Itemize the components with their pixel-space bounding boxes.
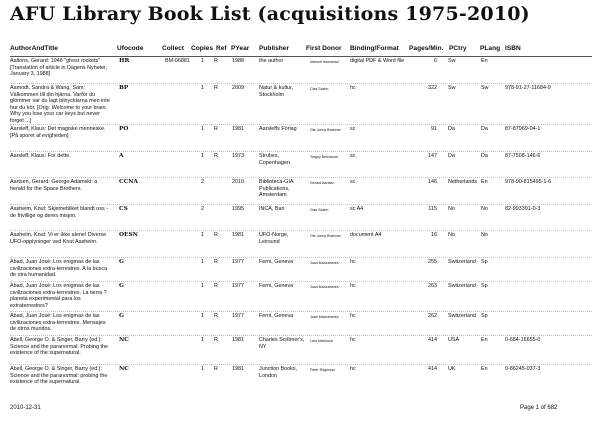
- cell-publisher: Charles Scribner's, NY: [259, 337, 305, 350]
- row-divider: [10, 335, 592, 336]
- header-author-title: AuthorAndTitle: [10, 45, 58, 52]
- cell-ref: R: [214, 283, 218, 289]
- cell-publisher: Junction Books, London: [259, 366, 298, 379]
- header-ref: Ref: [216, 45, 227, 52]
- cell-author-title: Abad, Juan José: Los enigmas de las civilizaciones extra-terrestres. La tierra ?planeta experimental para los extraterrestres?: [10, 283, 107, 309]
- cell-pyear: 1981: [232, 337, 244, 343]
- cell-author-title: Aaltons, Gerard: 1946 "ghost rockets" [Translation of article in Dagens Nyheter, January 3, 1988]: [10, 58, 108, 78]
- cell-author-title: Aasheim, Knut: Skjemebilket blandt oss - de frivillige og deres misjon.: [10, 206, 108, 219]
- cell-binding-format: sc: [350, 126, 356, 132]
- cell-author-title: Abell, George O. & Singer, Barry (ed.): Science and the paranormal: probing the existence of the supernatural.: [10, 366, 108, 386]
- header-divider: [10, 56, 592, 57]
- row-divider: [10, 124, 592, 125]
- cell-ufocode: NC: [119, 337, 129, 343]
- cell-pctry: No: [448, 232, 455, 238]
- row-divider: [10, 257, 592, 258]
- cell-pctry: Netherlands: [448, 179, 478, 185]
- cell-ref: R: [214, 232, 218, 238]
- header-pctry: PCtry: [449, 45, 467, 52]
- cell-first-donor: Juan Manzaneres: [310, 285, 339, 289]
- cell-first-donor: Torgny Berntsson: [310, 155, 338, 159]
- cell-pages: 262: [428, 313, 437, 319]
- cell-pages: 414: [428, 366, 437, 372]
- cell-ref: R: [214, 259, 218, 265]
- cell-copies: 1: [201, 85, 204, 91]
- header-collect: Collect: [162, 45, 184, 52]
- row-divider: [10, 281, 592, 282]
- cell-first-donor: Internet download: [310, 60, 339, 64]
- cell-publisher: Biblioteca-GIA Publications, Amsterdam: [259, 179, 294, 199]
- cell-pctry: Da: [448, 153, 455, 159]
- header-pages: Pages/Min.: [409, 45, 444, 52]
- cell-author-title: Abad, Juan José: Los enigmas de las civilizaciones extra-terrestres. Mensajes de otros mundos.: [10, 313, 106, 333]
- cell-pages: 255: [428, 259, 437, 265]
- cell-pyear: 1995: [232, 206, 244, 212]
- footer-page-number: Page 1 of 682: [520, 405, 558, 411]
- cell-publisher: Ferni, Geneva: [259, 313, 294, 319]
- cell-first-donor: Clas Svahn: [310, 208, 329, 212]
- cell-copies: 1: [201, 232, 204, 238]
- cell-pyear: 1977: [232, 259, 244, 265]
- cell-binding-format: hc: [350, 366, 356, 372]
- cell-ref: R: [214, 85, 218, 91]
- cell-copies: 1: [201, 259, 204, 265]
- cell-plang: En: [481, 337, 488, 343]
- cell-pyear: 1981: [232, 232, 244, 238]
- cell-first-donor: Clas Svahn: [310, 87, 329, 91]
- cell-publisher: the author: [259, 58, 284, 64]
- cell-binding-format: sc: [350, 179, 356, 185]
- cell-ufocode: A: [119, 153, 124, 159]
- cell-first-donor: Ole Jonny Braenne: [310, 234, 341, 238]
- cell-plang: Da: [481, 153, 488, 159]
- cell-publisher: Natur & kultur, Stockholm: [259, 85, 294, 98]
- cell-copies: 1: [201, 337, 204, 343]
- cell-author-title: Aartsen, Gerard: George Adamski: a herald for the Space Brothers.: [10, 179, 98, 192]
- cell-binding-format: digital PDF & Word file: [350, 58, 405, 64]
- cell-first-donor: Juan Manzaneres: [310, 261, 339, 265]
- header-ufocode: Ufocode: [117, 45, 144, 52]
- header-pyear: PYear: [231, 45, 250, 52]
- cell-publisher: UFO-Norge, Leirsund: [259, 232, 289, 245]
- cell-publisher: INCA, Ban: [259, 206, 285, 212]
- cell-binding-format: hc: [350, 259, 356, 265]
- cell-isbn: 978-90-815495-1-6: [505, 179, 552, 185]
- cell-ufocode: CCNA: [119, 179, 139, 185]
- cell-pyear: 1988: [232, 58, 244, 64]
- cell-copies: 1: [201, 58, 204, 64]
- cell-pages: 322: [428, 85, 437, 91]
- cell-ufocode: PO: [119, 126, 129, 132]
- cell-binding-format: hc: [350, 85, 356, 91]
- cell-ref: R: [214, 126, 218, 132]
- header-first-donor: First Donor: [306, 45, 342, 52]
- cell-binding-format: sc: [350, 153, 356, 159]
- cell-pctry: Switzerland: [448, 259, 476, 265]
- cell-binding-format: sc A4: [350, 206, 364, 212]
- cell-ref: R: [214, 313, 218, 319]
- cell-copies: 1: [201, 366, 204, 372]
- row-divider: [10, 364, 592, 365]
- cell-ufocode: OESN: [119, 232, 138, 238]
- cell-author-title: Aarsleff, Klaus: For dette.: [10, 153, 71, 159]
- header-binding-format: Binding/Format: [350, 45, 399, 52]
- cell-pctry: UK: [448, 366, 456, 372]
- cell-ufocode: G: [119, 313, 124, 319]
- cell-plang: Sp: [481, 259, 488, 265]
- cell-pctry: Da: [448, 126, 455, 132]
- row-divider: [10, 177, 592, 178]
- footer-date: 2010-12-31: [10, 405, 41, 411]
- cell-pctry: Sw: [448, 85, 456, 91]
- cell-pages: 263: [428, 283, 437, 289]
- cell-pages: 147: [428, 153, 437, 159]
- cell-copies: 2: [201, 179, 204, 185]
- cell-ref: R: [214, 58, 218, 64]
- header-copies: Copies: [191, 45, 213, 52]
- cell-plang: Da: [481, 126, 488, 132]
- cell-isbn: 87-7508-146-6: [505, 153, 541, 159]
- cell-ref: R: [214, 366, 218, 372]
- cell-ref: R: [214, 153, 218, 159]
- cell-copies: 1: [201, 153, 204, 159]
- cell-ufocode: BP: [119, 85, 129, 91]
- cell-plang: En: [481, 58, 488, 64]
- cell-ufocode: G: [119, 259, 124, 265]
- cell-first-donor: Lars Marklund: [310, 339, 333, 343]
- cell-pyear: 1981: [232, 126, 244, 132]
- cell-copies: 1: [201, 126, 204, 132]
- cell-plang: En: [481, 179, 488, 185]
- header-publisher: Publisher: [259, 45, 290, 52]
- cell-ufocode: CS: [119, 206, 128, 212]
- cell-publisher: Strubes, Copenhagen: [259, 153, 290, 166]
- cell-collect: BM-06881: [165, 58, 190, 64]
- cell-pages: 115: [428, 206, 437, 212]
- cell-copies: 1: [201, 313, 204, 319]
- cell-pyear: 1977: [232, 313, 244, 319]
- cell-ref: R: [214, 337, 218, 343]
- cell-pyear: 2010: [232, 179, 244, 185]
- cell-isbn: 978-91-27-11684-9: [505, 85, 551, 91]
- cell-pctry: USA: [448, 337, 460, 343]
- cell-pyear: 2009: [232, 85, 244, 91]
- cell-plang: No: [481, 206, 488, 212]
- cell-binding-format: hc: [350, 283, 356, 289]
- cell-author-title: Aarsleff, Klaus: Det magiske menneske. [På sporet af evigheden]: [10, 126, 106, 139]
- cell-ufocode: G: [119, 283, 124, 289]
- cell-author-title: Aasheim, Knut: Vi er ikke alene! Diverse UFO-opplyninger ved Knut Aasheim.: [10, 232, 107, 245]
- cell-pages: 6: [434, 58, 437, 64]
- cell-ufocode: HR: [119, 58, 130, 64]
- row-divider: [10, 311, 592, 312]
- cell-isbn: 0-684-16655-0: [505, 337, 541, 343]
- cell-first-donor: Juan Manzaneres: [310, 315, 339, 319]
- cell-author-title: Abell, George O. & Singer, Barry (ed.): Science and the paranormal. Probing the existence of the supernatural.: [10, 337, 108, 357]
- cell-publisher: Ferni, Geneva: [259, 259, 294, 265]
- column-header-row: [0, 45, 600, 55]
- cell-author-title: Abad, Juan José: Los enigmas de las civilizaciones extra-terrestres. A la busca de otra humanidad.: [10, 259, 108, 279]
- cell-plang: Sp: [481, 313, 488, 319]
- cell-binding-format: hc: [350, 337, 356, 343]
- cell-pyear: 1973: [232, 153, 244, 159]
- row-divider: [10, 151, 592, 152]
- cell-isbn: 82-993391-0-3: [505, 206, 541, 212]
- row-divider: [10, 83, 592, 84]
- cell-binding-format: document A4: [350, 232, 382, 238]
- row-divider: [10, 204, 592, 205]
- cell-pyear: 1977: [232, 283, 244, 289]
- cell-plang: Sp: [481, 283, 488, 289]
- cell-pyear: 1981: [232, 366, 244, 372]
- header-isbn: ISBN: [505, 45, 521, 52]
- cell-plang: No: [481, 232, 488, 238]
- cell-pctry: Switzerland: [448, 313, 476, 319]
- cell-pages: 91: [431, 126, 437, 132]
- cell-plang: En: [481, 366, 488, 372]
- header-plang: PLang: [480, 45, 501, 52]
- cell-pctry: Sw: [448, 58, 456, 64]
- cell-pages: 414: [428, 337, 437, 343]
- cell-isbn: 0-86245-037-3: [505, 366, 541, 372]
- cell-ufocode: NC: [119, 366, 129, 372]
- cell-copies: 1: [201, 283, 204, 289]
- row-divider: [10, 230, 592, 231]
- cell-pctry: Switzerland: [448, 283, 476, 289]
- cell-first-donor: Peter Rogerson: [310, 368, 336, 372]
- cell-first-donor: Gerard Aartsen: [310, 181, 335, 185]
- cell-publisher: Ferni, Geneva: [259, 283, 294, 289]
- cell-publisher: Aarsleffs Förlag: [259, 126, 297, 132]
- cell-author-title: Aamodt, Sandra & Wang, Sam: Välkommen till din hjärna. Varför du glömmer var du lagt bilnycklarna men inte hur du kör. [Orig: Welcome to your brain. Why you lose your car keys but never forget ...]: [10, 85, 110, 124]
- cell-first-donor: Ole Jonny Braenne: [310, 128, 341, 132]
- cell-isbn: 87-87969-04-1: [505, 126, 541, 132]
- cell-plang: Sw: [481, 85, 489, 91]
- cell-pctry: No: [448, 206, 455, 212]
- cell-binding-format: hc: [350, 313, 356, 319]
- cell-pages: 16: [431, 232, 437, 238]
- cell-copies: 2: [201, 206, 204, 212]
- cell-pages: 146: [428, 179, 437, 185]
- page-title: AFU Library Book List (acquisitions 1975-2010): [10, 3, 530, 25]
